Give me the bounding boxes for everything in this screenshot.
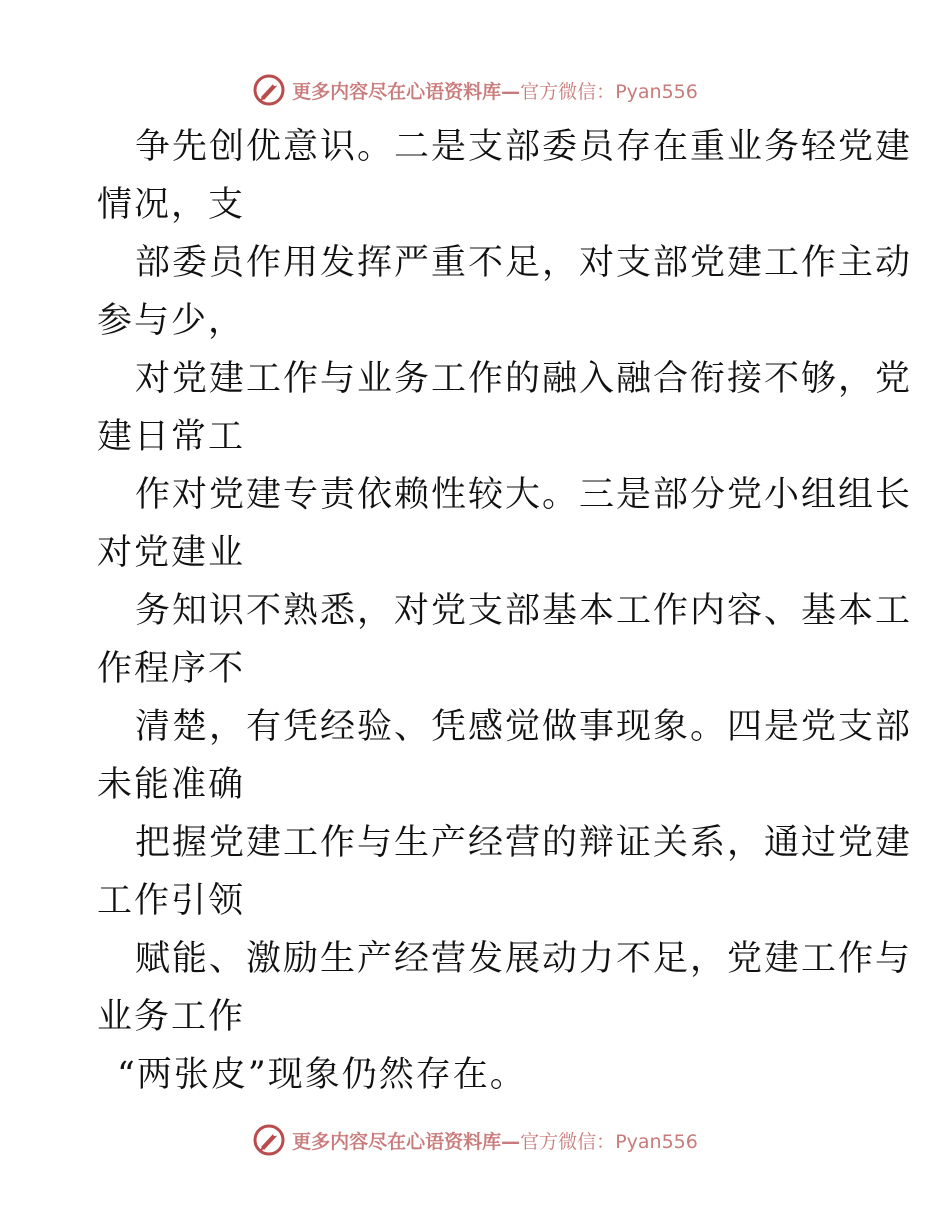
paragraph-line: 业务工作	[97, 997, 246, 1037]
paragraph-line: 把握党建工作与生产经营的辩证关系，通过党建	[135, 823, 913, 863]
footer-watermark	[0, 1120, 950, 1160]
watermark-wechat-text: 官方微信：	[520, 1130, 616, 1153]
watermark-wechat-id: Pyan556	[615, 1130, 698, 1153]
watermark-site-text: 更多内容尽在心语资料库	[292, 1130, 502, 1153]
document-body	[97, 118, 913, 1104]
pen-logo-icon	[252, 1123, 286, 1157]
paragraph-line: 赋能、激励生产经营发展动力不足，党建工作与	[135, 939, 913, 979]
paragraph-line: 未能准确	[97, 765, 246, 805]
watermark-dash: —	[501, 80, 521, 103]
paragraph-line: 参与少，	[97, 301, 246, 341]
pen-logo-icon	[252, 73, 286, 107]
header-watermark	[0, 70, 950, 110]
paragraph-line: 部委员作用发挥严重不足，对支部党建工作主动	[135, 243, 913, 283]
paragraph-line: 工作引领	[97, 881, 246, 921]
watermark-dash: —	[501, 1130, 521, 1153]
paragraph-line: 对党建工作与业务工作的融入融合衔接不够，党	[135, 359, 913, 399]
paragraph-line: “两张皮”现象仍然存在。	[117, 1055, 527, 1095]
paragraph-line: 情况，支	[97, 185, 246, 225]
paragraph-line: 对党建业	[97, 533, 246, 573]
watermark-wechat-text: 官方微信：	[520, 80, 616, 103]
paragraph-line: 清楚，有凭经验、凭感觉做事现象。四是党支部	[135, 707, 913, 747]
paragraph-line: 务知识不熟悉，对党支部基本工作内容、基本工	[135, 591, 913, 631]
watermark-site-text: 更多内容尽在心语资料库	[292, 80, 502, 103]
paragraph-line: 作程序不	[97, 649, 246, 689]
paragraph-line: 建日常工	[97, 417, 246, 457]
paragraph-line: 作对党建专责依赖性较大。三是部分党小组组长	[135, 475, 913, 515]
watermark-wechat-id: Pyan556	[615, 80, 698, 103]
paragraph-line: 争先创优意识。二是支部委员存在重业务轻党建	[135, 127, 913, 167]
